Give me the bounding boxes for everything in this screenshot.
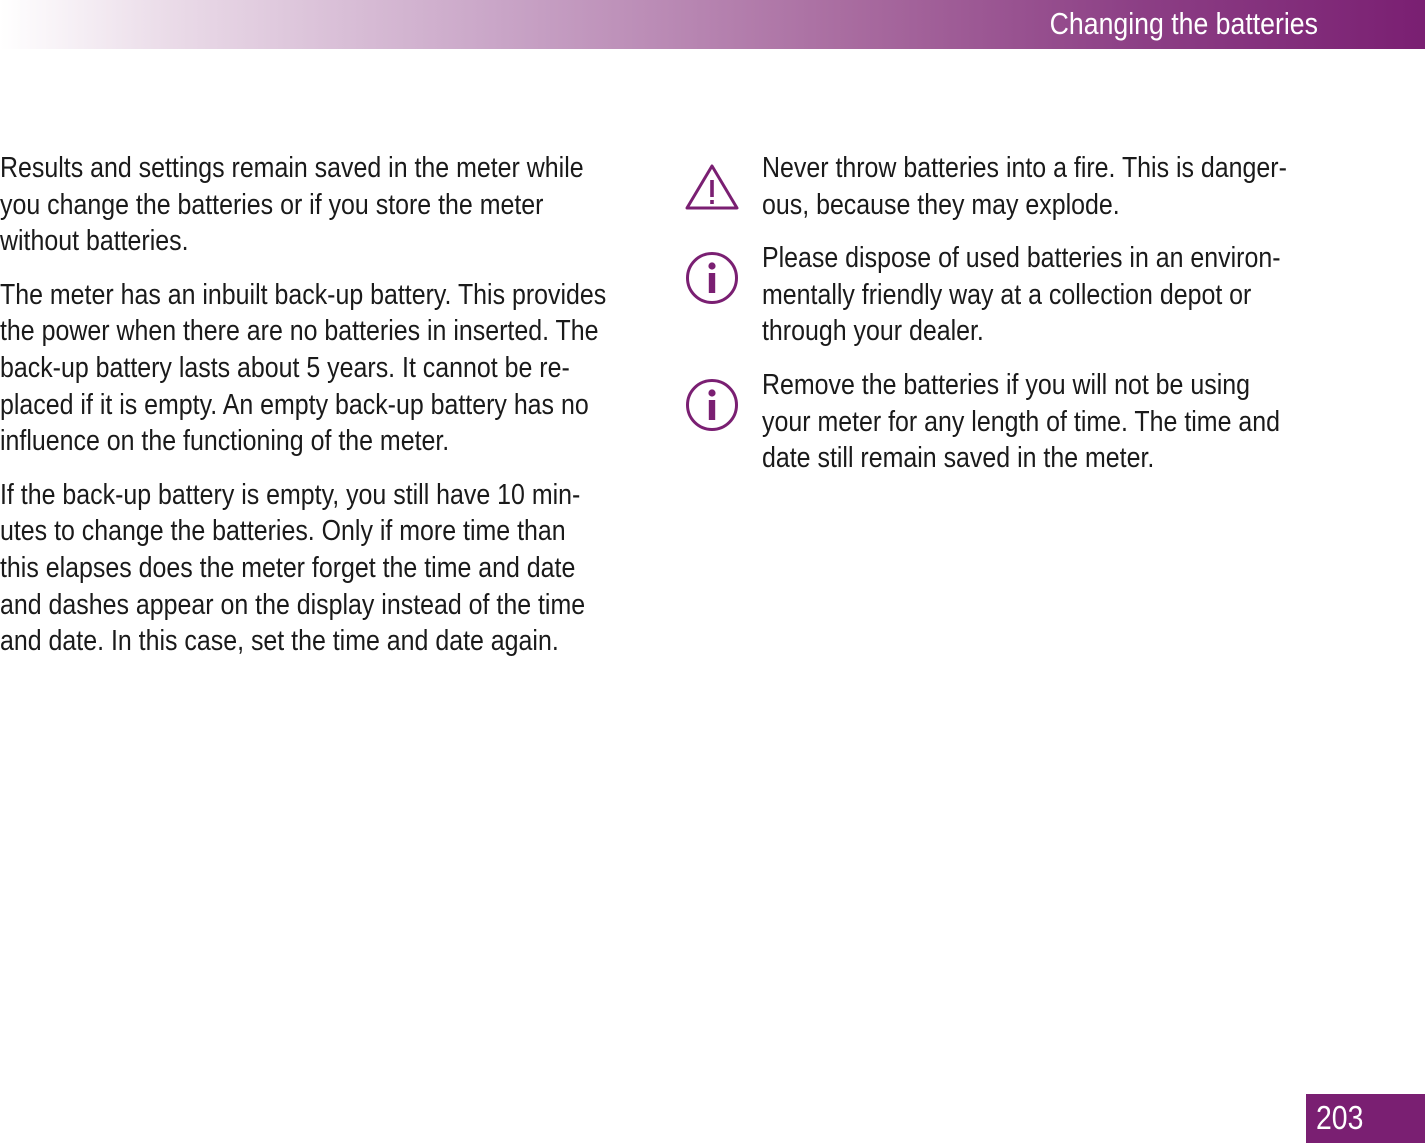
warning-triangle-icon — [684, 160, 740, 216]
text-line: through your dealer. — [762, 315, 984, 348]
text-line: mentally friendly way at a collection depot or — [762, 278, 1252, 311]
paragraph-saved-settings — [0, 150, 619, 260]
text-line: and date. In this case, set the time and date again. — [0, 625, 559, 658]
text-line: back-up battery lasts about 5 years. It cannot be re- — [0, 351, 570, 384]
text-line: and dashes appear on the display instead of the time — [0, 588, 586, 621]
text-line: influence on the functioning of the meter. — [0, 425, 450, 458]
text-line: Please dispose of used batteries in an environ- — [762, 242, 1281, 275]
text-line: you change the batteries or if you store the meter — [0, 188, 544, 221]
warning-note — [684, 150, 1384, 223]
notes-column — [684, 150, 1384, 494]
info-icon — [684, 377, 740, 433]
text-line: your meter for any length of time. The time and — [762, 405, 1281, 438]
text-line: The meter has an inbuilt back-up battery. This provides — [0, 278, 607, 311]
text-line: utes to change the batteries. Only if more time than — [0, 515, 566, 548]
text-line: Results and settings remain saved in the meter while — [0, 152, 584, 184]
text-line: the power when there are no batteries in inserted. The — [0, 315, 599, 348]
text-line: placed if it is empty. An empty back-up battery has no — [0, 388, 589, 421]
main-text-column — [0, 150, 720, 677]
text-line: this elapses does the meter forget the time and date — [0, 551, 576, 584]
info-icon — [684, 250, 740, 306]
text-line: date still remain saved in the meter. — [762, 442, 1155, 475]
text-line: ous, because they may explode. — [762, 188, 1120, 221]
info-note-storage — [684, 367, 1384, 477]
paragraph-backup-battery — [0, 277, 619, 460]
text-line: Remove the batteries if you will not be using — [762, 368, 1250, 401]
text-line: Never throw batteries into a fire. This is danger- — [762, 152, 1287, 184]
header-bar — [0, 0, 1425, 49]
text-line: If the back-up battery is empty, you still have 10 min- — [0, 478, 581, 511]
paragraph-empty-backup — [0, 477, 619, 660]
info-note-disposal — [684, 240, 1384, 350]
text-line: without batteries. — [0, 225, 189, 258]
page-section-title: Changing the batteries — [1049, 6, 1318, 41]
page-number-box — [1306, 1094, 1425, 1143]
page-number: 203 — [1316, 1099, 1364, 1136]
